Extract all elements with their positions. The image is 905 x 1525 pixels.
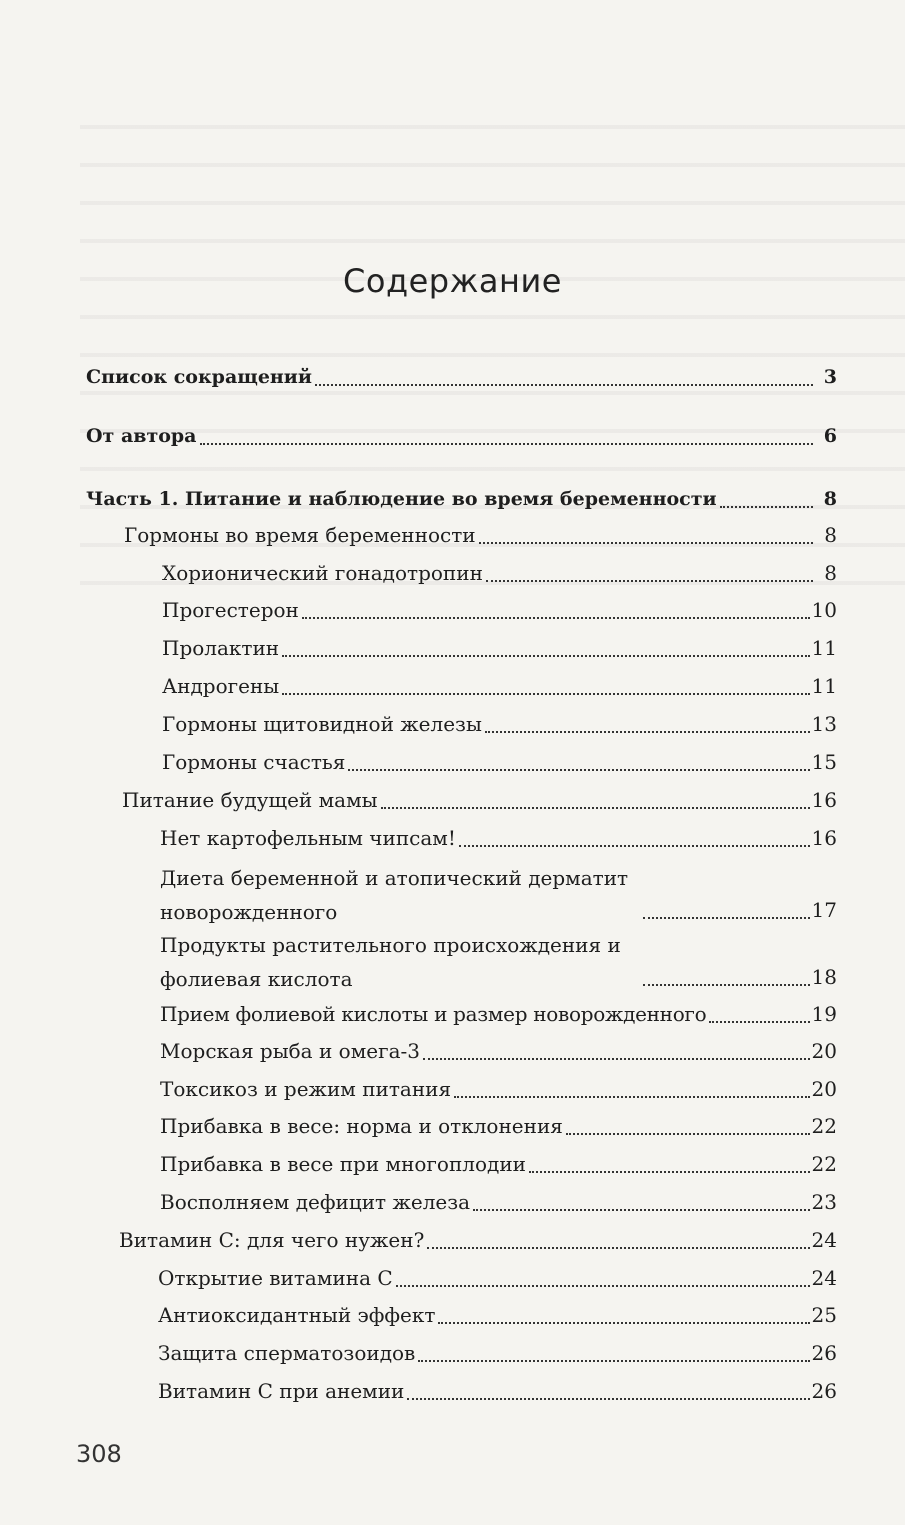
leader-dots (643, 917, 810, 919)
leader-dots (485, 731, 810, 733)
toc-entry (162, 592, 837, 629)
toc-entry-title: Часть 1. Питание и наблюдение во время беременности (86, 488, 717, 510)
toc-entry (160, 1033, 837, 1070)
toc-entry-title: Пролактин (162, 636, 280, 660)
toc-entry (124, 517, 837, 554)
toc-entry-title: От автора (86, 425, 197, 447)
toc-entry-page: 8 (824, 523, 837, 547)
leader-dots (529, 1171, 810, 1173)
page-number: 308 (76, 1440, 122, 1468)
toc-entry-title: Антиоксидантный эффект (158, 1303, 436, 1327)
toc-entry (158, 1373, 837, 1410)
toc-entry-page: 22 (811, 1152, 837, 1176)
toc-entry-page: 10 (811, 598, 837, 622)
toc-entry (122, 782, 837, 819)
toc-entry (119, 1222, 837, 1259)
page-title: Содержание (343, 262, 562, 300)
toc-entry (160, 1146, 837, 1183)
toc-entry-page: 19 (811, 1002, 837, 1026)
leader-dots (438, 1322, 809, 1324)
toc-entry (160, 1184, 837, 1221)
leader-dots (643, 984, 810, 986)
leader-dots (720, 506, 813, 508)
toc-entry-page: 26 (811, 1379, 837, 1403)
toc-entry-title: Восполняем дефицит железа (160, 1190, 471, 1214)
toc-entry (162, 630, 837, 667)
toc-entry-page: 24 (811, 1266, 837, 1290)
toc-entry (86, 481, 837, 518)
leader-dots (479, 542, 813, 544)
toc-entry-page: 20 (811, 1077, 837, 1101)
leader-dots (407, 1398, 809, 1400)
leader-dots (396, 1285, 810, 1287)
toc-entry (158, 1260, 837, 1297)
toc-entry-title: Гормоны во время беременности (124, 523, 476, 547)
toc-entry (160, 928, 837, 996)
toc-entry-page: 11 (811, 674, 837, 698)
leader-dots (709, 1021, 809, 1023)
toc-entry-title: Прием фолиевой кислоты и размер новорожденного (160, 1002, 707, 1026)
toc-entry-page: 18 (811, 965, 837, 989)
toc-entry-title: Открытие витамина С (158, 1266, 393, 1290)
toc-entry-title: Хорионический гонадотропин (162, 561, 483, 585)
toc-entry-title: Андрогены (162, 674, 280, 698)
leader-dots (566, 1133, 810, 1135)
toc-entry (86, 359, 837, 396)
toc-entry-title: Витамин С: для чего нужен? (119, 1228, 425, 1252)
toc-entry-page: 23 (811, 1190, 837, 1214)
leader-dots (418, 1360, 809, 1362)
leader-dots (200, 443, 814, 445)
toc-entry-page: 11 (811, 636, 837, 660)
toc-entry-page: 16 (811, 788, 837, 812)
leader-dots (302, 617, 810, 619)
toc-entry (160, 1071, 837, 1108)
toc-entry-title: Нет картофельным чипсам! (160, 826, 456, 850)
toc-entry-page: 13 (811, 712, 837, 736)
toc-entry (160, 861, 837, 929)
leader-dots (348, 769, 809, 771)
leader-dots (282, 693, 809, 695)
leader-dots (381, 807, 810, 809)
toc-entry-page: 3 (823, 366, 837, 388)
leader-dots (315, 384, 813, 386)
toc-entry-title: Прибавка в весе при многоплодии (160, 1152, 527, 1176)
toc-entry-title: Гормоны счастья (162, 750, 346, 774)
toc-entry-page: 25 (811, 1303, 837, 1327)
toc-entry-title: Продукты растительного происхождения и фолиевая кислота (160, 933, 621, 991)
toc-entry-title: Питание будущей мамы (122, 788, 378, 812)
leader-dots (454, 1096, 809, 1098)
toc-entry (162, 668, 837, 705)
toc-entry (160, 820, 837, 857)
toc-entry (158, 1297, 837, 1334)
toc-entry-page: 22 (811, 1114, 837, 1138)
toc-entry-title: Диета беременной и атопический дерматит новорожденного (160, 866, 629, 924)
toc-entry-title: Гормоны щитовидной железы (162, 712, 482, 736)
toc-entry (160, 1108, 837, 1145)
toc-entry-page: 8 (824, 561, 837, 585)
toc-entry-page: 24 (811, 1228, 837, 1252)
toc-entry (160, 996, 837, 1033)
toc-entry (162, 555, 837, 592)
toc-entry-title: Список сокращений (86, 366, 312, 388)
toc-entry-title: Витамин С при анемии (158, 1379, 405, 1403)
leader-dots (427, 1247, 809, 1249)
toc-entry-page: 6 (823, 425, 837, 447)
leader-dots (282, 655, 809, 657)
leader-dots (486, 580, 813, 582)
toc-entry (162, 744, 837, 781)
leader-dots (459, 845, 810, 847)
leader-dots (423, 1058, 810, 1060)
toc-entry-title: Прогестерон (162, 598, 299, 622)
toc-entry-page: 15 (811, 750, 837, 774)
toc-entry-title: Токсикоз и режим питания (160, 1077, 452, 1101)
toc-entry-page: 26 (811, 1341, 837, 1365)
toc-entry (162, 706, 837, 743)
toc-entry-page: 16 (811, 826, 837, 850)
toc-entry-page: 8 (823, 488, 837, 510)
toc-entry (158, 1335, 837, 1372)
leader-dots (473, 1209, 809, 1211)
toc-entry-title: Защита сперматозоидов (158, 1341, 416, 1365)
toc-entry-page: 17 (811, 898, 837, 922)
toc-entry-title: Морская рыба и омега-3 (160, 1039, 420, 1063)
toc-entry-title: Прибавка в весе: норма и отклонения (160, 1114, 563, 1138)
toc-entry-page: 20 (811, 1039, 837, 1063)
toc-entry (86, 418, 837, 455)
